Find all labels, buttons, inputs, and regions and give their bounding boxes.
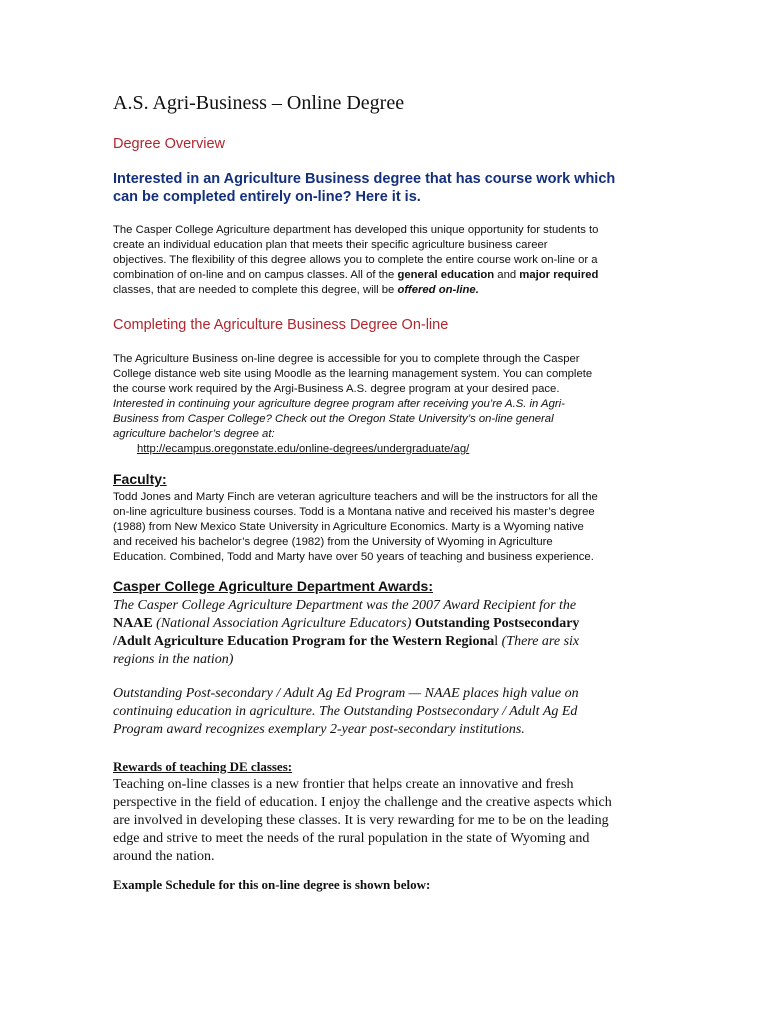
paragraph-line: create an individual education plan that meets their specific agriculture business career	[113, 239, 548, 251]
oregon-state-link[interactable]: http://ecampus.oregonstate.edu/online-degrees/undergraduate/ag/	[137, 443, 470, 455]
paragraph-line: edge and strive to meet the needs of the rural population in the state of Wyoming and	[113, 831, 590, 846]
overview-question	[113, 170, 658, 206]
example-schedule-heading: Example Schedule for this on-line degree is shown below:	[113, 877, 431, 892]
question-line: Interested in an Agriculture Business degree that has course work which	[113, 171, 616, 187]
paragraph-line: Todd Jones and Marty Finch are veteran agriculture teachers and will be the instructors for all the	[113, 491, 598, 503]
paragraph-line: College distance web site using Moodle as the learning management system. You can complete	[113, 368, 593, 380]
awards-heading: Casper College Agriculture Department Awards:	[113, 578, 434, 594]
overview-paragraph	[113, 223, 658, 298]
paragraph-line	[113, 268, 658, 283]
page-title: A.S. Agri-Business – Online Degree	[113, 92, 405, 114]
paragraph-line: around the nation.	[113, 849, 215, 864]
italic-regions-note: (There are six	[501, 634, 580, 649]
award-line: Outstanding Post-secondary / Adult Ag Ed Program — NAAE places high value on	[113, 686, 579, 701]
bold-outstanding-postsecondary: Outstanding Postsecondary	[414, 616, 580, 631]
text-run: classes, that are needed to complete this degree, will be	[113, 284, 398, 296]
bold-program-name: /Adult Agriculture Education Program for the Western Regiona	[113, 634, 495, 649]
paragraph-line: are involved in developing these classes. It is very rewarding for me to be on the leading	[113, 813, 609, 828]
faculty-paragraph	[113, 490, 658, 565]
completing-paragraph	[113, 352, 658, 442]
paragraph-line: and received his bachelor’s degree (1982) from the University of Wyoming in Agriculture	[113, 536, 553, 548]
paragraph-line: (1988) from New Mexico State University in Agriculture Economics. Marty is a Wyoming native	[113, 521, 584, 533]
award-line: regions in the nation)	[113, 652, 234, 667]
bold-italic-offered-online: offered on-line.	[397, 284, 479, 296]
awards-paragraph-2	[113, 685, 658, 739]
italic-line: Interested in continuing your agriculture degree program after receiving you’re A.S. in Agri-	[113, 398, 565, 410]
italic-line: agriculture bachelor’s degree at:	[113, 428, 275, 440]
text-run: l	[494, 634, 502, 649]
paragraph-line: the course work required by the Argi-Business A.S. degree program at your desired pace.	[113, 383, 560, 395]
text-run: and	[494, 269, 520, 281]
bold-general-education: general education	[397, 269, 495, 281]
completing-heading: Completing the Agriculture Business Degree On-line	[113, 317, 449, 333]
paragraph-line: The Casper College Agriculture department has developed this unique opportunity for students to	[113, 224, 599, 236]
paragraph-line: on-line agriculture business courses. Todd is a Montana native and received his master’s degree	[113, 506, 595, 518]
paragraph-line: perspective in the field of education. I enjoy the challenge and the creative aspects which	[113, 795, 612, 810]
award-line	[113, 633, 658, 651]
italic-line: Business from Casper College? Check out the Oregon State University’s on-line general	[113, 413, 554, 425]
italic-naae-full-name: (National Association Agriculture Educators)	[152, 616, 415, 631]
award-line: continuing education in agriculture. The Outstanding Postsecondary / Adult Ag Ed	[113, 704, 578, 719]
paragraph-line: The Agriculture Business on-line degree is accessible for you to complete through the Casper	[113, 353, 580, 365]
text-run: combination of on-line and on campus classes. All of the	[113, 269, 398, 281]
award-line	[113, 615, 658, 633]
award-line: Program award recognizes exemplary 2-year post-secondary institutions.	[113, 722, 525, 737]
bold-naae: NAAE	[113, 616, 153, 631]
awards-paragraph	[113, 597, 658, 669]
rewards-paragraph	[113, 776, 658, 866]
award-line: The Casper College Agriculture Department was the 2007 Award Recipient for the	[113, 598, 577, 613]
question-line: can be completed entirely on-line? Here it is.	[113, 189, 421, 205]
paragraph-line: objectives. The flexibility of this degree allows you to complete the entire course work on-line or a	[113, 254, 598, 266]
paragraph-line	[113, 283, 658, 298]
faculty-heading: Faculty:	[113, 471, 167, 487]
degree-overview-heading: Degree Overview	[113, 136, 226, 152]
paragraph-line: Education. Combined, Todd and Marty have over 50 years of teaching and business experience.	[113, 551, 594, 563]
rewards-heading: Rewards of teaching DE classes:	[113, 759, 293, 774]
paragraph-line: Teaching on-line classes is a new frontier that helps create an innovative and fresh	[113, 777, 574, 792]
bold-major-required: major required	[519, 269, 599, 281]
